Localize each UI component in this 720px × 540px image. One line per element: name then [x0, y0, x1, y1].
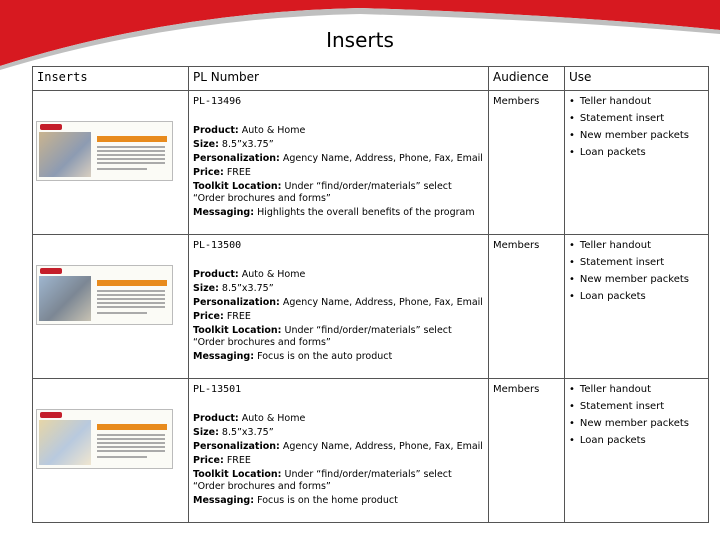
- use-item: • Teller handout: [569, 240, 708, 257]
- product-value: Auto & Home: [241, 413, 306, 424]
- thumbnail-headline: [97, 280, 167, 286]
- page-title: Inserts: [326, 28, 394, 52]
- audience-value: Members: [493, 96, 540, 107]
- insert-thumbnail-cell: [33, 235, 189, 379]
- product-label: Product:: [193, 413, 239, 424]
- product-label: Product:: [193, 125, 239, 136]
- size-label: Size:: [193, 427, 219, 438]
- use-item: • Statement insert: [569, 257, 708, 274]
- audience-value: Members: [493, 384, 540, 395]
- personalization-label: Personalization:: [193, 153, 280, 164]
- size-label: Size:: [193, 283, 219, 294]
- personalization-label: Personalization:: [193, 441, 280, 452]
- logo-mark: [40, 268, 62, 274]
- size-value: 8.5”x3.75”: [221, 427, 274, 438]
- use-item: • Teller handout: [569, 96, 708, 113]
- toolkit-value: Under “find/order/materials” select “Order brochures and forms”: [193, 181, 452, 204]
- toolkit-value: Under “find/order/materials” select “Order brochures and forms”: [193, 325, 452, 348]
- thumbnail-headline: [97, 136, 167, 142]
- home-photo: [39, 420, 91, 465]
- audience-cell: [489, 235, 565, 379]
- toolkit-value: Under “find/order/materials” select “Order brochures and forms”: [193, 469, 452, 492]
- audience-value: Members: [493, 240, 540, 251]
- pl-number: PL-13500: [193, 240, 242, 251]
- header-pl-number: PL Number: [189, 67, 489, 91]
- use-list: [569, 240, 708, 308]
- use-item: • Loan packets: [569, 435, 708, 452]
- messaging-label: Messaging:: [193, 351, 255, 362]
- toolkit-label: Toolkit Location:: [193, 469, 282, 480]
- size-value: 8.5”x3.75”: [221, 283, 274, 294]
- logo-mark: [40, 124, 62, 130]
- pl-number: PL-13501: [193, 384, 242, 395]
- insert-thumbnail-image: [36, 409, 173, 469]
- product-label: Product:: [193, 269, 239, 280]
- use-list: [569, 384, 708, 452]
- use-item: • New member packets: [569, 418, 708, 435]
- price-value: FREE: [226, 167, 251, 178]
- price-value: FREE: [226, 455, 251, 466]
- table-header-row: [33, 67, 709, 91]
- pl-details-cell: [189, 91, 489, 235]
- use-cell: [565, 235, 709, 379]
- audience-cell: [489, 379, 565, 523]
- messaging-label: Messaging:: [193, 495, 255, 506]
- messaging-value: Highlights the overall benefits of the program: [257, 207, 475, 218]
- price-value: FREE: [226, 311, 251, 322]
- use-list: [569, 96, 708, 164]
- price-label: Price:: [193, 311, 224, 322]
- thumbnail-headline: [97, 424, 167, 430]
- personalization-value: Agency Name, Address, Phone, Fax, Email: [282, 441, 483, 452]
- header-inserts: Inserts: [33, 67, 189, 91]
- personalization-value: Agency Name, Address, Phone, Fax, Email: [282, 297, 483, 308]
- size-label: Size:: [193, 139, 219, 150]
- header-use: Use: [565, 67, 709, 91]
- use-item: • Loan packets: [569, 147, 708, 164]
- table-row: [33, 379, 709, 523]
- product-value: Auto & Home: [241, 125, 306, 136]
- personalization-label: Personalization:: [193, 297, 280, 308]
- use-item: • Loan packets: [569, 291, 708, 308]
- inserts-table: [32, 66, 709, 523]
- product-info: [193, 269, 483, 363]
- size-value: 8.5”x3.75”: [221, 139, 274, 150]
- use-item: • New member packets: [569, 274, 708, 291]
- insert-thumbnail-cell: [33, 379, 189, 523]
- insert-thumbnail-cell: [33, 91, 189, 235]
- product-info: [193, 413, 483, 507]
- table-row: [33, 235, 709, 379]
- use-item: • Teller handout: [569, 384, 708, 401]
- toolkit-label: Toolkit Location:: [193, 325, 282, 336]
- header-audience: Audience: [489, 67, 565, 91]
- use-item: • Statement insert: [569, 113, 708, 130]
- insert-thumbnail-image: [36, 265, 173, 325]
- pl-details-cell: [189, 379, 489, 523]
- use-item: • Statement insert: [569, 401, 708, 418]
- pl-details-cell: [189, 235, 489, 379]
- product-value: Auto & Home: [241, 269, 306, 280]
- family-photo: [39, 132, 91, 177]
- use-cell: [565, 379, 709, 523]
- price-label: Price:: [193, 455, 224, 466]
- toolkit-label: Toolkit Location:: [193, 181, 282, 192]
- messaging-value: Focus is on the home product: [257, 495, 398, 506]
- messaging-label: Messaging:: [193, 207, 255, 218]
- car-photo: [39, 276, 91, 321]
- product-info: [193, 125, 483, 219]
- use-item: • New member packets: [569, 130, 708, 147]
- price-label: Price:: [193, 167, 224, 178]
- audience-cell: [489, 91, 565, 235]
- table-row: [33, 91, 709, 235]
- pl-number: PL-13496: [193, 96, 242, 107]
- logo-mark: [40, 412, 62, 418]
- use-cell: [565, 91, 709, 235]
- insert-thumbnail-image: [36, 121, 173, 181]
- messaging-value: Focus is on the auto product: [257, 351, 393, 362]
- personalization-value: Agency Name, Address, Phone, Fax, Email: [282, 153, 483, 164]
